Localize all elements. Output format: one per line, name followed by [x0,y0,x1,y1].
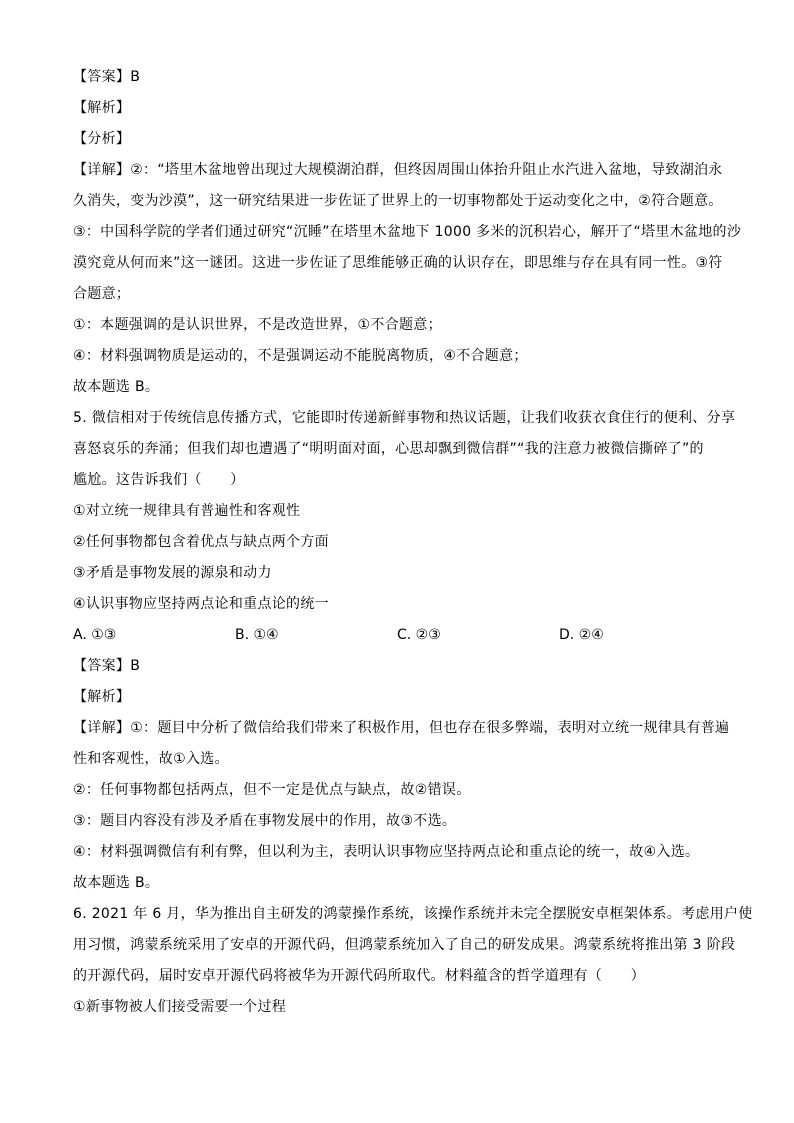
paragraph [73,775,723,806]
answer-section-q5-q6 [73,651,753,1023]
paragraph [73,806,723,837]
option-d: D. ②④ [559,627,604,643]
paragraph [73,62,723,93]
paragraph [73,527,723,558]
text-line: ③：题目内容没有涉及矛盾在事物发展中的作用，故③不选。 [73,813,457,829]
text-line: 6. 2021 年 6 月，华为推出自主研发的鸿蒙操作系统，该操作系统并未完全摆脱安卓框架体系。考虑用户使 [73,906,753,922]
option-b: B. ①④ [235,627,279,643]
paragraph [73,682,723,713]
text-line: ④：材料强调物质是运动的，不是强调运动不能脱离物质，④不合题意； [73,348,528,364]
text-line: 喜怒哀乐的奔涌；但我们却也遭遇了“明明面对面，心思却飘到微信群”“我的注意力被微信撕碎了”的 [73,441,704,457]
text-line: ③：中国科学院的学者们通过研究“沉睡”在塔里木盆地下 1000 多米的沉积岩心，解开了“塔里木盆地的沙 [73,224,742,240]
answer-section-q4 [73,62,742,620]
text-line: 合题意； [73,286,131,302]
text-line: 久消失，变为沙漠”，这一研究结果进一步佐证了世界上的一切事物都处于运动变化之中，②符合题意。 [73,193,723,209]
paragraph [73,496,723,527]
text-line: 【分析】 [73,131,131,147]
text-line: 性和客观性，故①入选。 [73,751,229,767]
text-line: ①新事物被人们接受需要一个过程 [73,999,287,1015]
text-line: 尴尬。这告诉我们（ ） [73,472,245,488]
text-line: ②：任何事物都包括两点，但不一定是优点与缺点，故②错误。 [73,782,471,798]
text-line: 的开源代码，届时安卓开源代码将被华为开源代码所取代。材料蕴含的哲学道理有（ ） [73,968,645,984]
text-line: 故本题选 B。 [73,875,160,891]
paragraph [73,558,723,589]
text-line: ④认识事物应坚持两点论和重点论的统一 [73,596,329,612]
option-a: A. ①③ [73,627,117,643]
paragraph [73,93,723,124]
text-line: ①：本题强调的是认识世界，不是改造世界，①不合题意； [73,317,442,333]
paragraph [73,310,723,341]
document-page [73,62,753,1023]
text-line: 【解析】 [73,100,131,116]
text-line: ②任何事物都包含着优点与缺点两个方面 [73,534,329,550]
paragraph [73,124,723,155]
paragraph [73,899,753,992]
text-line: 漠究竟从何而来”这一谜团。这进一步佐证了思维能够正确的认识存在，即思维与存在具有同一性。③符 [73,255,723,271]
text-line: 【详解】①：题目中分析了微信给我们带来了积极作用，但也存在很多弊端，表明对立统一规律具有普遍 [73,720,730,736]
paragraph [73,713,730,775]
text-line: ③矛盾是事物发展的源泉和动力 [73,565,272,581]
text-line: 5. 微信相对于传统信息传播方式，它能即时传递新鲜事物和热议话题，让我们收获衣食住行的便利、分享 [73,410,736,426]
text-line: 用习惯，鸿蒙系统采用了安卓的开源代码，但鸿蒙系统加入了自己的研发成果。鸿蒙系统将推出第 3 阶段 [73,937,736,953]
paragraph [73,217,742,310]
paragraph [73,403,736,496]
paragraph [73,589,723,620]
paragraph [73,837,723,868]
paragraph [73,341,723,372]
option-c: C. ②③ [397,627,441,643]
text-line: 故本题选 B。 [73,379,160,395]
text-line: 【答案】B [73,658,141,674]
text-line: ④：材料强调微信有利有弊，但以利为主，表明认识事物应坚持两点论和重点论的统一，故④入选。 [73,844,700,860]
paragraph [73,868,723,899]
answer-options-q5 [73,620,723,651]
paragraph [73,651,723,682]
text-line: 【答案】B [73,69,141,85]
paragraph [73,992,723,1023]
text-line: ①对立统一规律具有普遍性和客观性 [73,503,301,519]
text-line: 【详解】②：“塔里木盆地曾出现过大规模湖泊群，但终因周围山体抬升阻止水汽进入盆地，导致湖泊永 [73,162,723,178]
paragraph [73,155,723,217]
text-line: 【解析】 [73,689,131,705]
paragraph [73,372,723,403]
